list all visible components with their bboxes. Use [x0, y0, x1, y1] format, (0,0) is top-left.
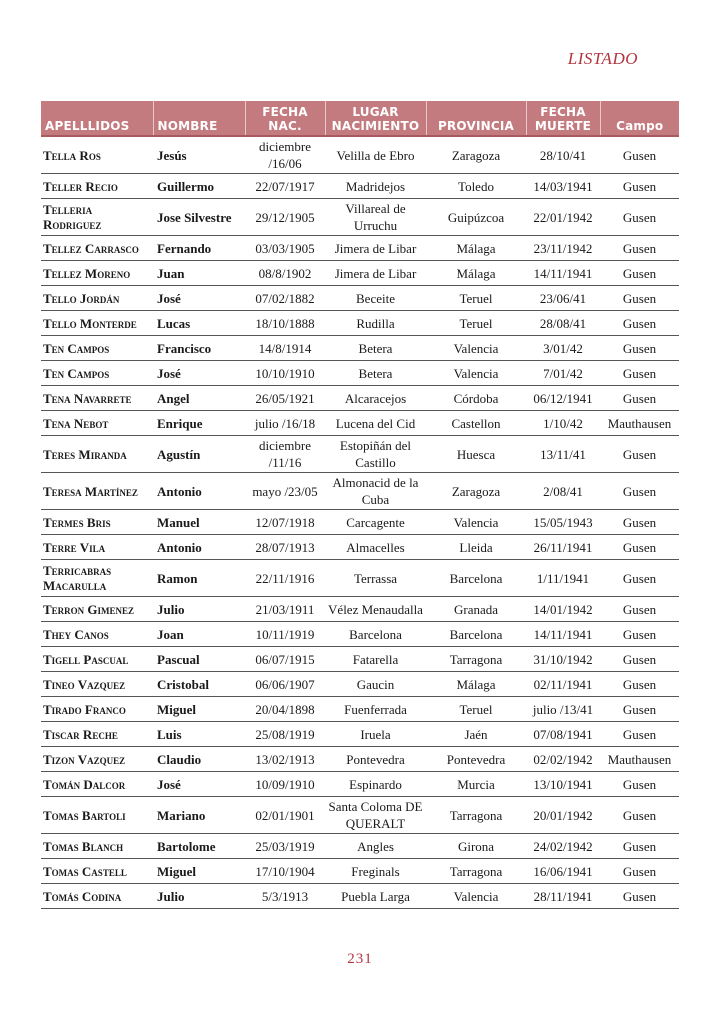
- cell-provincia: Teruel: [426, 311, 526, 336]
- cell-campo: Gusen: [600, 311, 679, 336]
- table-row: [41, 622, 679, 647]
- header-campo: Campo: [600, 101, 679, 136]
- cell-campo: Gusen: [600, 535, 679, 560]
- table-row: [41, 436, 679, 473]
- cell-campo: Gusen: [600, 834, 679, 859]
- cell-apellidos: Ten Campos: [41, 336, 153, 361]
- cell-apellidos: Tigell Pascual: [41, 647, 153, 672]
- cell-apellidos: Tomas Blanch: [41, 834, 153, 859]
- cell-nombre: Pascual: [153, 647, 245, 672]
- cell-fecha-nac: 28/07/1913: [245, 535, 325, 560]
- cell-lugar-nacimiento: Villareal de Urruchu: [325, 199, 426, 236]
- cell-campo: Gusen: [600, 722, 679, 747]
- cell-fecha-nac: 22/07/1917: [245, 174, 325, 199]
- cell-apellidos: Terron Gimenez: [41, 597, 153, 622]
- cell-campo: Gusen: [600, 136, 679, 174]
- cell-fecha-muerte: 3/01/42: [526, 336, 600, 361]
- cell-apellidos: Tella Ros: [41, 136, 153, 174]
- cell-campo: Mauthausen: [600, 411, 679, 436]
- cell-provincia: Lleida: [426, 535, 526, 560]
- cell-fecha-muerte: 22/01/1942: [526, 199, 600, 236]
- cell-apellidos: Tello Monterde: [41, 311, 153, 336]
- cell-lugar-nacimiento: Betera: [325, 361, 426, 386]
- cell-apellidos: Tomas Bartoli: [41, 797, 153, 834]
- cell-provincia: Toledo: [426, 174, 526, 199]
- table-row: [41, 286, 679, 311]
- cell-lugar-nacimiento: Puebla Larga: [325, 884, 426, 909]
- cell-lugar-nacimiento: Alcaracejos: [325, 386, 426, 411]
- table-row: [41, 535, 679, 560]
- cell-fecha-muerte: 24/02/1942: [526, 834, 600, 859]
- header-fecha-nac: FECHA NAC.: [245, 101, 325, 136]
- cell-fecha-muerte: 26/11/1941: [526, 535, 600, 560]
- table-row: [41, 772, 679, 797]
- cell-provincia: Barcelona: [426, 560, 526, 597]
- cell-campo: Gusen: [600, 361, 679, 386]
- cell-campo: Gusen: [600, 697, 679, 722]
- cell-apellidos: Termes Bris: [41, 510, 153, 535]
- cell-provincia: Málaga: [426, 261, 526, 286]
- cell-apellidos: Tello Jordán: [41, 286, 153, 311]
- page-number: 231: [347, 951, 373, 967]
- cell-fecha-muerte: 14/01/1942: [526, 597, 600, 622]
- cell-fecha-nac: 22/11/1916: [245, 560, 325, 597]
- cell-fecha-muerte: 28/08/41: [526, 311, 600, 336]
- table-row: [41, 473, 679, 510]
- cell-nombre: Ramon: [153, 560, 245, 597]
- cell-fecha-muerte: 06/12/1941: [526, 386, 600, 411]
- cell-nombre: Lucas: [153, 311, 245, 336]
- table-row: [41, 386, 679, 411]
- cell-nombre: Antonio: [153, 473, 245, 510]
- header-lugar-nacimiento: LUGAR NACIMIENTO: [325, 101, 426, 136]
- cell-nombre: Guillermo: [153, 174, 245, 199]
- cell-nombre: Julio: [153, 884, 245, 909]
- cell-apellidos: Tellez Moreno: [41, 261, 153, 286]
- cell-campo: Gusen: [600, 236, 679, 261]
- table-header: [41, 101, 679, 136]
- cell-lugar-nacimiento: Rudilla: [325, 311, 426, 336]
- victims-table-container: [41, 101, 679, 909]
- table-row: [41, 311, 679, 336]
- cell-nombre: Julio: [153, 597, 245, 622]
- cell-lugar-nacimiento: Beceite: [325, 286, 426, 311]
- cell-provincia: Granada: [426, 597, 526, 622]
- cell-fecha-nac: diciembre /11/16: [245, 436, 325, 473]
- cell-apellidos: Telleria Rodriguez: [41, 199, 153, 236]
- cell-fecha-muerte: 14/11/1941: [526, 261, 600, 286]
- table-row: [41, 697, 679, 722]
- cell-campo: Gusen: [600, 647, 679, 672]
- cell-nombre: Francisco: [153, 336, 245, 361]
- cell-provincia: Málaga: [426, 672, 526, 697]
- cell-apellidos: Tena Navarrete: [41, 386, 153, 411]
- cell-lugar-nacimiento: Barcelona: [325, 622, 426, 647]
- cell-fecha-muerte: 02/02/1942: [526, 747, 600, 772]
- cell-campo: Gusen: [600, 436, 679, 473]
- cell-apellidos: Ten Campos: [41, 361, 153, 386]
- cell-campo: Gusen: [600, 672, 679, 697]
- cell-provincia: Girona: [426, 834, 526, 859]
- cell-nombre: Enrique: [153, 411, 245, 436]
- cell-provincia: Huesca: [426, 436, 526, 473]
- cell-fecha-nac: 06/07/1915: [245, 647, 325, 672]
- cell-fecha-nac: diciembre /16/06: [245, 136, 325, 174]
- cell-provincia: Teruel: [426, 697, 526, 722]
- cell-fecha-muerte: 07/08/1941: [526, 722, 600, 747]
- cell-fecha-nac: 18/10/1888: [245, 311, 325, 336]
- cell-fecha-nac: 13/02/1913: [245, 747, 325, 772]
- table-row: [41, 361, 679, 386]
- cell-lugar-nacimiento: Terrassa: [325, 560, 426, 597]
- cell-campo: Gusen: [600, 473, 679, 510]
- table-row: [41, 560, 679, 597]
- cell-fecha-muerte: 23/11/1942: [526, 236, 600, 261]
- table-row: [41, 411, 679, 436]
- cell-provincia: Tarragona: [426, 797, 526, 834]
- cell-provincia: Castellon: [426, 411, 526, 436]
- table-row: [41, 722, 679, 747]
- cell-provincia: Teruel: [426, 286, 526, 311]
- cell-apellidos: Tineo Vazquez: [41, 672, 153, 697]
- table-row: [41, 336, 679, 361]
- cell-provincia: Valencia: [426, 361, 526, 386]
- cell-apellidos: Tizon Vazquez: [41, 747, 153, 772]
- cell-fecha-nac: 10/09/1910: [245, 772, 325, 797]
- cell-apellidos: Teller Recio: [41, 174, 153, 199]
- cell-fecha-nac: 06/06/1907: [245, 672, 325, 697]
- cell-fecha-nac: 12/07/1918: [245, 510, 325, 535]
- cell-lugar-nacimiento: Freginals: [325, 859, 426, 884]
- cell-provincia: Tarragona: [426, 647, 526, 672]
- table-row: [41, 859, 679, 884]
- cell-fecha-nac: 02/01/1901: [245, 797, 325, 834]
- cell-fecha-muerte: 31/10/1942: [526, 647, 600, 672]
- cell-nombre: Cristobal: [153, 672, 245, 697]
- cell-campo: Gusen: [600, 560, 679, 597]
- header-apellidos: APELLLIDOS: [41, 101, 153, 136]
- cell-provincia: Valencia: [426, 336, 526, 361]
- cell-nombre: Claudio: [153, 747, 245, 772]
- cell-nombre: Miguel: [153, 697, 245, 722]
- cell-campo: Gusen: [600, 797, 679, 834]
- cell-fecha-nac: 10/10/1910: [245, 361, 325, 386]
- cell-provincia: Valencia: [426, 884, 526, 909]
- cell-lugar-nacimiento: Almonacid de la Cuba: [325, 473, 426, 510]
- cell-lugar-nacimiento: Pontevedra: [325, 747, 426, 772]
- cell-campo: Gusen: [600, 336, 679, 361]
- cell-fecha-nac: 5/3/1913: [245, 884, 325, 909]
- cell-nombre: Antonio: [153, 535, 245, 560]
- cell-nombre: Juan: [153, 261, 245, 286]
- cell-apellidos: Tirado Franco: [41, 697, 153, 722]
- cell-nombre: José: [153, 361, 245, 386]
- cell-apellidos: Teresa Martínez: [41, 473, 153, 510]
- victims-table: [41, 101, 679, 909]
- cell-provincia: Jaén: [426, 722, 526, 747]
- cell-fecha-nac: 26/05/1921: [245, 386, 325, 411]
- cell-nombre: José: [153, 286, 245, 311]
- cell-fecha-muerte: 13/11/41: [526, 436, 600, 473]
- cell-fecha-nac: 07/02/1882: [245, 286, 325, 311]
- table-body: [41, 136, 679, 909]
- cell-provincia: Tarragona: [426, 859, 526, 884]
- cell-fecha-nac: julio /16/18: [245, 411, 325, 436]
- cell-campo: Gusen: [600, 261, 679, 286]
- cell-campo: Gusen: [600, 174, 679, 199]
- cell-campo: Gusen: [600, 772, 679, 797]
- cell-fecha-nac: mayo /23/05: [245, 473, 325, 510]
- cell-fecha-muerte: julio /13/41: [526, 697, 600, 722]
- cell-lugar-nacimiento: Espinardo: [325, 772, 426, 797]
- cell-apellidos: Tellez Carrasco: [41, 236, 153, 261]
- running-head-title: LISTADO: [567, 49, 638, 68]
- cell-provincia: Barcelona: [426, 622, 526, 647]
- cell-lugar-nacimiento: Lucena del Cid: [325, 411, 426, 436]
- cell-campo: Gusen: [600, 510, 679, 535]
- cell-nombre: Fernando: [153, 236, 245, 261]
- cell-lugar-nacimiento: Jimera de Libar: [325, 261, 426, 286]
- cell-lugar-nacimiento: Fatarella: [325, 647, 426, 672]
- cell-fecha-muerte: 20/01/1942: [526, 797, 600, 834]
- table-row: [41, 797, 679, 834]
- cell-apellidos: Tomás Codina: [41, 884, 153, 909]
- cell-nombre: Jose Silvestre: [153, 199, 245, 236]
- cell-lugar-nacimiento: Gaucin: [325, 672, 426, 697]
- cell-lugar-nacimiento: Estopiñán del Castillo: [325, 436, 426, 473]
- header-row: [41, 101, 679, 136]
- table-row: [41, 261, 679, 286]
- cell-fecha-nac: 08/8/1902: [245, 261, 325, 286]
- cell-fecha-muerte: 16/06/1941: [526, 859, 600, 884]
- cell-fecha-nac: 10/11/1919: [245, 622, 325, 647]
- cell-fecha-nac: 25/03/1919: [245, 834, 325, 859]
- cell-fecha-muerte: 23/06/41: [526, 286, 600, 311]
- cell-nombre: Manuel: [153, 510, 245, 535]
- table-row: [41, 747, 679, 772]
- cell-lugar-nacimiento: Betera: [325, 336, 426, 361]
- cell-provincia: Valencia: [426, 510, 526, 535]
- cell-lugar-nacimiento: Santa Coloma DE QUERALT: [325, 797, 426, 834]
- cell-lugar-nacimiento: Vélez Menaudalla: [325, 597, 426, 622]
- cell-fecha-muerte: 7/01/42: [526, 361, 600, 386]
- cell-fecha-nac: 29/12/1905: [245, 199, 325, 236]
- cell-campo: Gusen: [600, 859, 679, 884]
- cell-nombre: Miguel: [153, 859, 245, 884]
- table-row: [41, 834, 679, 859]
- cell-provincia: Zaragoza: [426, 136, 526, 174]
- header-nombre: NOMBRE: [153, 101, 245, 136]
- cell-fecha-nac: 17/10/1904: [245, 859, 325, 884]
- cell-campo: Gusen: [600, 286, 679, 311]
- cell-campo: Mauthausen: [600, 747, 679, 772]
- cell-campo: Gusen: [600, 884, 679, 909]
- table-row: [41, 510, 679, 535]
- cell-fecha-muerte: 2/08/41: [526, 473, 600, 510]
- cell-fecha-nac: 21/03/1911: [245, 597, 325, 622]
- cell-fecha-muerte: 28/11/1941: [526, 884, 600, 909]
- cell-nombre: Joan: [153, 622, 245, 647]
- cell-lugar-nacimiento: Jimera de Libar: [325, 236, 426, 261]
- table-row: [41, 597, 679, 622]
- cell-apellidos: Terricabras Macarulla: [41, 560, 153, 597]
- cell-campo: Gusen: [600, 597, 679, 622]
- table-row: [41, 647, 679, 672]
- cell-fecha-nac: 14/8/1914: [245, 336, 325, 361]
- table-row: [41, 884, 679, 909]
- cell-apellidos: Teres Miranda: [41, 436, 153, 473]
- cell-provincia: Murcia: [426, 772, 526, 797]
- cell-provincia: Guipúzcoa: [426, 199, 526, 236]
- cell-nombre: Angel: [153, 386, 245, 411]
- cell-nombre: Bartolome: [153, 834, 245, 859]
- cell-fecha-muerte: 13/10/1941: [526, 772, 600, 797]
- cell-nombre: Agustín: [153, 436, 245, 473]
- cell-fecha-muerte: 14/11/1941: [526, 622, 600, 647]
- cell-lugar-nacimiento: Fuenferrada: [325, 697, 426, 722]
- cell-apellidos: Tomas Castell: [41, 859, 153, 884]
- cell-lugar-nacimiento: Almacelles: [325, 535, 426, 560]
- cell-fecha-muerte: 1/11/1941: [526, 560, 600, 597]
- cell-nombre: Jesús: [153, 136, 245, 174]
- cell-fecha-muerte: 02/11/1941: [526, 672, 600, 697]
- cell-fecha-muerte: 15/05/1943: [526, 510, 600, 535]
- cell-fecha-nac: 20/04/1898: [245, 697, 325, 722]
- cell-apellidos: Tomán Dalcor: [41, 772, 153, 797]
- cell-provincia: Zaragoza: [426, 473, 526, 510]
- table-row: [41, 672, 679, 697]
- header-fecha-muerte: FECHA MUERTE: [526, 101, 600, 136]
- cell-nombre: José: [153, 772, 245, 797]
- cell-campo: Gusen: [600, 199, 679, 236]
- cell-fecha-nac: 25/08/1919: [245, 722, 325, 747]
- cell-provincia: Málaga: [426, 236, 526, 261]
- cell-campo: Gusen: [600, 386, 679, 411]
- cell-provincia: Córdoba: [426, 386, 526, 411]
- cell-lugar-nacimiento: Carcagente: [325, 510, 426, 535]
- cell-nombre: Mariano: [153, 797, 245, 834]
- table-row: [41, 236, 679, 261]
- cell-apellidos: Tiscar Reche: [41, 722, 153, 747]
- cell-lugar-nacimiento: Iruela: [325, 722, 426, 747]
- cell-apellidos: Terre Vila: [41, 535, 153, 560]
- cell-provincia: Pontevedra: [426, 747, 526, 772]
- header-provincia: PROVINCIA: [426, 101, 526, 136]
- cell-fecha-muerte: 28/10/41: [526, 136, 600, 174]
- cell-lugar-nacimiento: Angles: [325, 834, 426, 859]
- table-row: [41, 174, 679, 199]
- cell-fecha-muerte: 14/03/1941: [526, 174, 600, 199]
- cell-nombre: Luis: [153, 722, 245, 747]
- cell-apellidos: They Canos: [41, 622, 153, 647]
- cell-lugar-nacimiento: Velilla de Ebro: [325, 136, 426, 174]
- cell-fecha-muerte: 1/10/42: [526, 411, 600, 436]
- cell-campo: Gusen: [600, 622, 679, 647]
- cell-fecha-nac: 03/03/1905: [245, 236, 325, 261]
- table-row: [41, 136, 679, 174]
- table-row: [41, 199, 679, 236]
- cell-apellidos: Tena Nebot: [41, 411, 153, 436]
- cell-lugar-nacimiento: Madridejos: [325, 174, 426, 199]
